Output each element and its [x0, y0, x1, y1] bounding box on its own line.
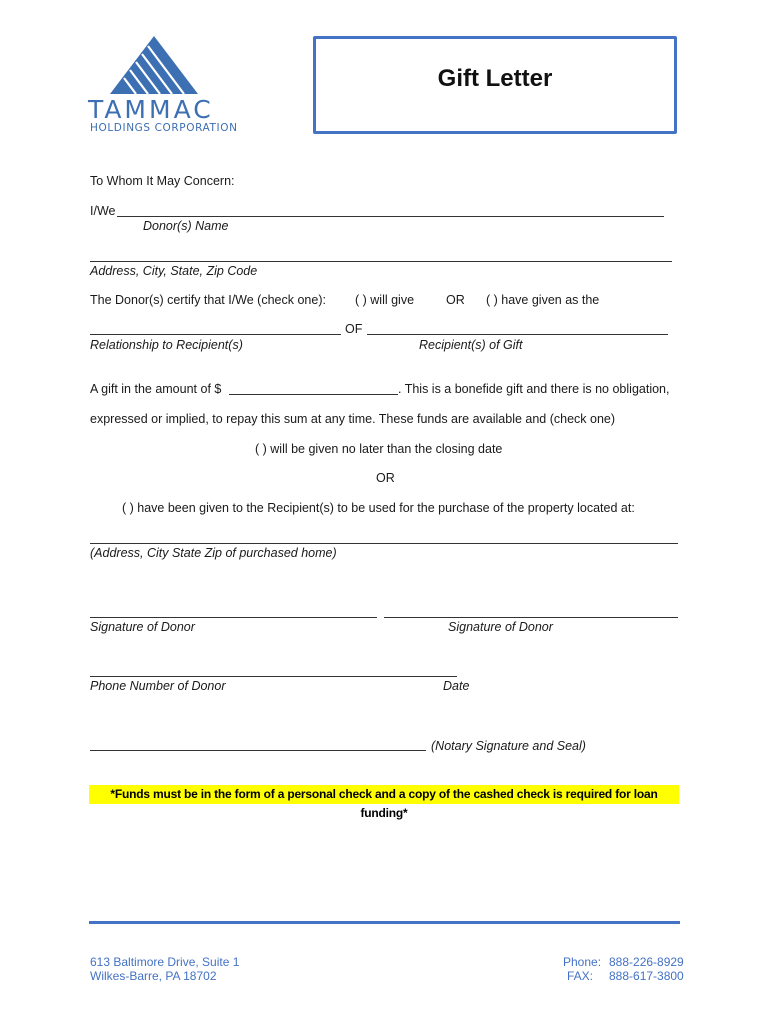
- gift-amount-suffix: . This is a bonefide gift and there is no obligation,: [398, 382, 670, 396]
- logo-company-name: TAMMAC: [88, 95, 214, 124]
- recipient-field[interactable]: [367, 334, 668, 335]
- notary-label: (Notary Signature and Seal): [431, 739, 586, 753]
- phone-label: Phone Number of Donor: [90, 679, 226, 693]
- have-given-checkbox[interactable]: ( ) have given as the: [486, 293, 600, 307]
- page-title: Gift Letter: [437, 65, 553, 92]
- given-to-recipient-checkbox[interactable]: ( ) have been given to the Recipient(s) to be used for the purchase of the property located at:: [122, 501, 635, 515]
- notary-signature-field[interactable]: [90, 750, 426, 751]
- date-label: Date: [443, 679, 470, 693]
- purchased-home-label: (Address, City State Zip of purchased home): [90, 546, 337, 560]
- or-center: OR: [376, 471, 395, 485]
- funding-notice-text: *Funds must be in the form of a personal check and a copy of the cashed check is required for loan funding*: [110, 787, 658, 820]
- donor-name-field[interactable]: [117, 216, 664, 217]
- footer-fax-label: FAX:: [567, 969, 594, 983]
- logo-company-subtitle: HOLDINGS CORPORATION: [90, 122, 238, 134]
- footer-address-line1: 613 Baltimore Drive, Suite 1: [90, 955, 240, 969]
- footer-phone-label: Phone:: [563, 955, 602, 969]
- certify-text: The Donor(s) certify that I/We (check one):: [90, 293, 326, 307]
- donor-signature-field-2[interactable]: [384, 617, 678, 618]
- footer-phone: 888-226-8929: [609, 955, 684, 969]
- donor-signature-field-1[interactable]: [90, 617, 377, 618]
- gift-amount-prefix: A gift in the amount of $: [90, 382, 222, 396]
- donor-address-field[interactable]: [90, 261, 672, 262]
- relationship-label: Relationship to Recipient(s): [90, 338, 243, 352]
- donor-name-label: Donor(s) Name: [143, 219, 229, 233]
- purchased-home-address-field[interactable]: [90, 543, 678, 544]
- of-label: OF: [345, 322, 363, 336]
- title-box: [313, 36, 677, 134]
- signature-right-label: Signature of Donor: [448, 620, 553, 634]
- phone-number-field[interactable]: [90, 676, 457, 677]
- footer-fax: 888-617-3800: [609, 969, 684, 983]
- relationship-field[interactable]: [90, 334, 341, 335]
- footer-divider: [89, 921, 680, 924]
- recipient-label: Recipient(s) of Gift: [419, 338, 523, 352]
- address-label: Address, City, State, Zip Code: [90, 264, 258, 278]
- repay-text: expressed or implied, to repay this sum at any time. These funds are available and (check one): [90, 412, 616, 426]
- funding-notice: [89, 785, 679, 820]
- will-give-checkbox[interactable]: ( ) will give: [355, 293, 415, 307]
- closing-date-checkbox[interactable]: ( ) will be given no later than the closing date: [255, 442, 503, 456]
- signature-left-label: Signature of Donor: [90, 620, 195, 634]
- footer-address-line2: Wilkes-Barre, PA 18702: [90, 969, 217, 983]
- gift-amount-field[interactable]: [229, 394, 398, 395]
- certify-or: OR: [446, 293, 465, 307]
- salutation: To Whom It May Concern:: [90, 174, 235, 188]
- donor-prefix: I/We: [90, 204, 116, 218]
